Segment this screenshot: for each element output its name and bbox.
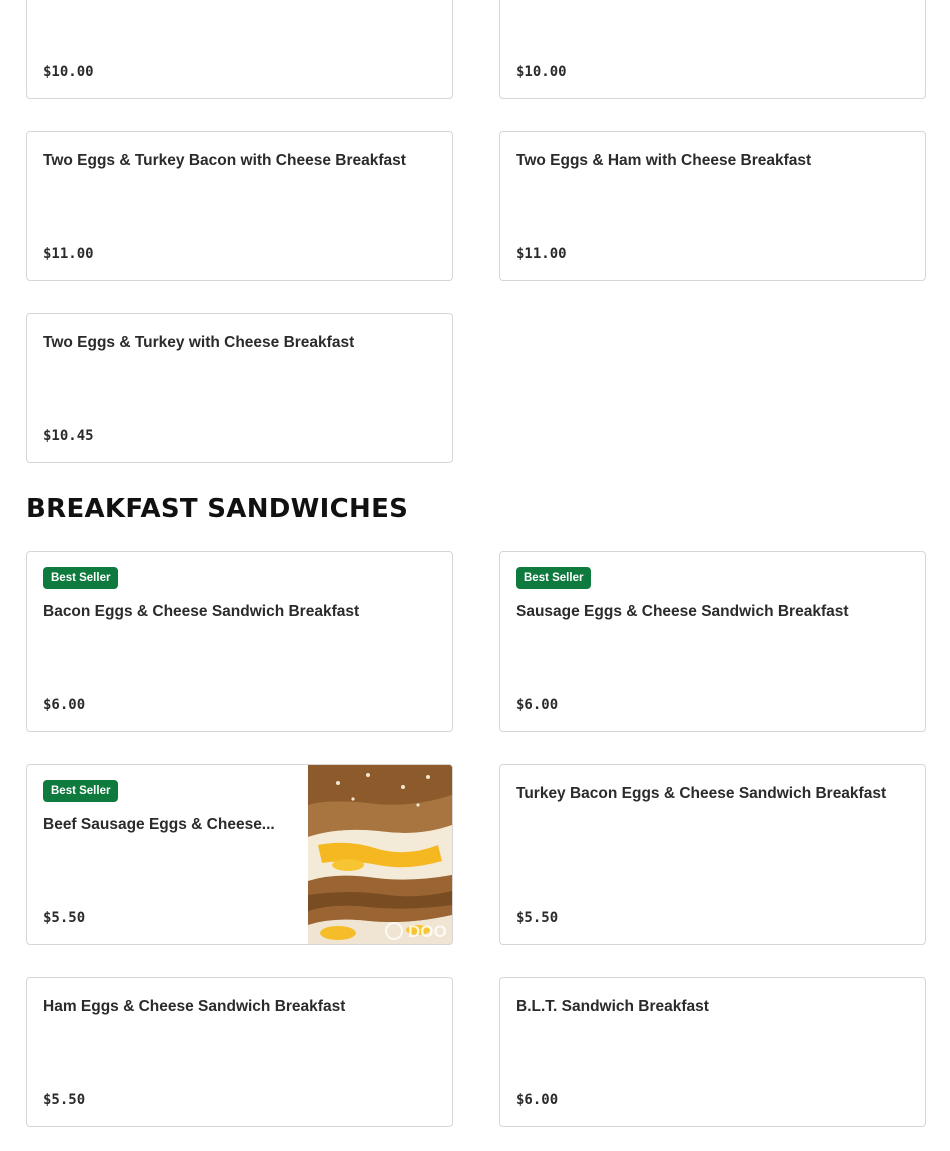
menu-item-card[interactable]: [499, 551, 926, 732]
item-name: Bacon Eggs & Cheese Sandwich Breakfast: [43, 603, 360, 620]
item-price: $5.50: [516, 910, 559, 926]
best-seller-badge: Best Seller: [43, 780, 118, 802]
best-seller-badge: Best Seller: [516, 567, 591, 589]
watermark-text: DOO: [408, 922, 447, 941]
item-price: $6.00: [43, 697, 86, 713]
menu-item-card[interactable]: [26, 977, 453, 1127]
menu-item-card[interactable]: [26, 131, 453, 281]
menu-item-card[interactable]: [499, 764, 926, 945]
item-name: Sausage Eggs & Cheese Sandwich Breakfast: [516, 603, 849, 620]
item-price: $6.00: [516, 697, 559, 713]
item-price: $10.00: [43, 64, 94, 80]
menu-item-card[interactable]: [26, 764, 453, 945]
item-name: Ham Eggs & Cheese Sandwich Breakfast: [43, 998, 346, 1015]
item-name: B.L.T. Sandwich Breakfast: [516, 998, 709, 1015]
item-name: Turkey Bacon Eggs & Cheese Sandwich Breakfast: [516, 785, 887, 802]
item-price: $11.00: [43, 246, 94, 262]
item-name: Beef Sausage Eggs & Cheese...: [43, 816, 275, 833]
item-photo: [308, 765, 452, 944]
menu-item-card[interactable]: [26, 0, 453, 99]
menu-item-card[interactable]: [499, 131, 926, 281]
item-price: $6.00: [516, 1092, 559, 1108]
item-price: $10.00: [516, 64, 567, 80]
menu-item-card[interactable]: [26, 313, 453, 463]
bagel-sandwich-image: [308, 765, 452, 944]
item-name: Two Eggs & Turkey Bacon with Cheese Breakfast: [43, 152, 406, 169]
item-price: $10.45: [43, 428, 94, 444]
menu-item-card[interactable]: [499, 0, 926, 99]
item-name: Two Eggs & Ham with Cheese Breakfast: [516, 152, 812, 169]
menu-item-card[interactable]: [26, 551, 453, 732]
section-title: BREAKFAST SANDWICHES: [26, 494, 409, 524]
menu-item-card[interactable]: [499, 977, 926, 1127]
item-price: $5.50: [43, 1092, 86, 1108]
item-name: Two Eggs & Turkey with Cheese Breakfast: [43, 334, 355, 351]
item-price: $5.50: [43, 910, 86, 926]
item-price: $11.00: [516, 246, 567, 262]
best-seller-badge: Best Seller: [43, 567, 118, 589]
